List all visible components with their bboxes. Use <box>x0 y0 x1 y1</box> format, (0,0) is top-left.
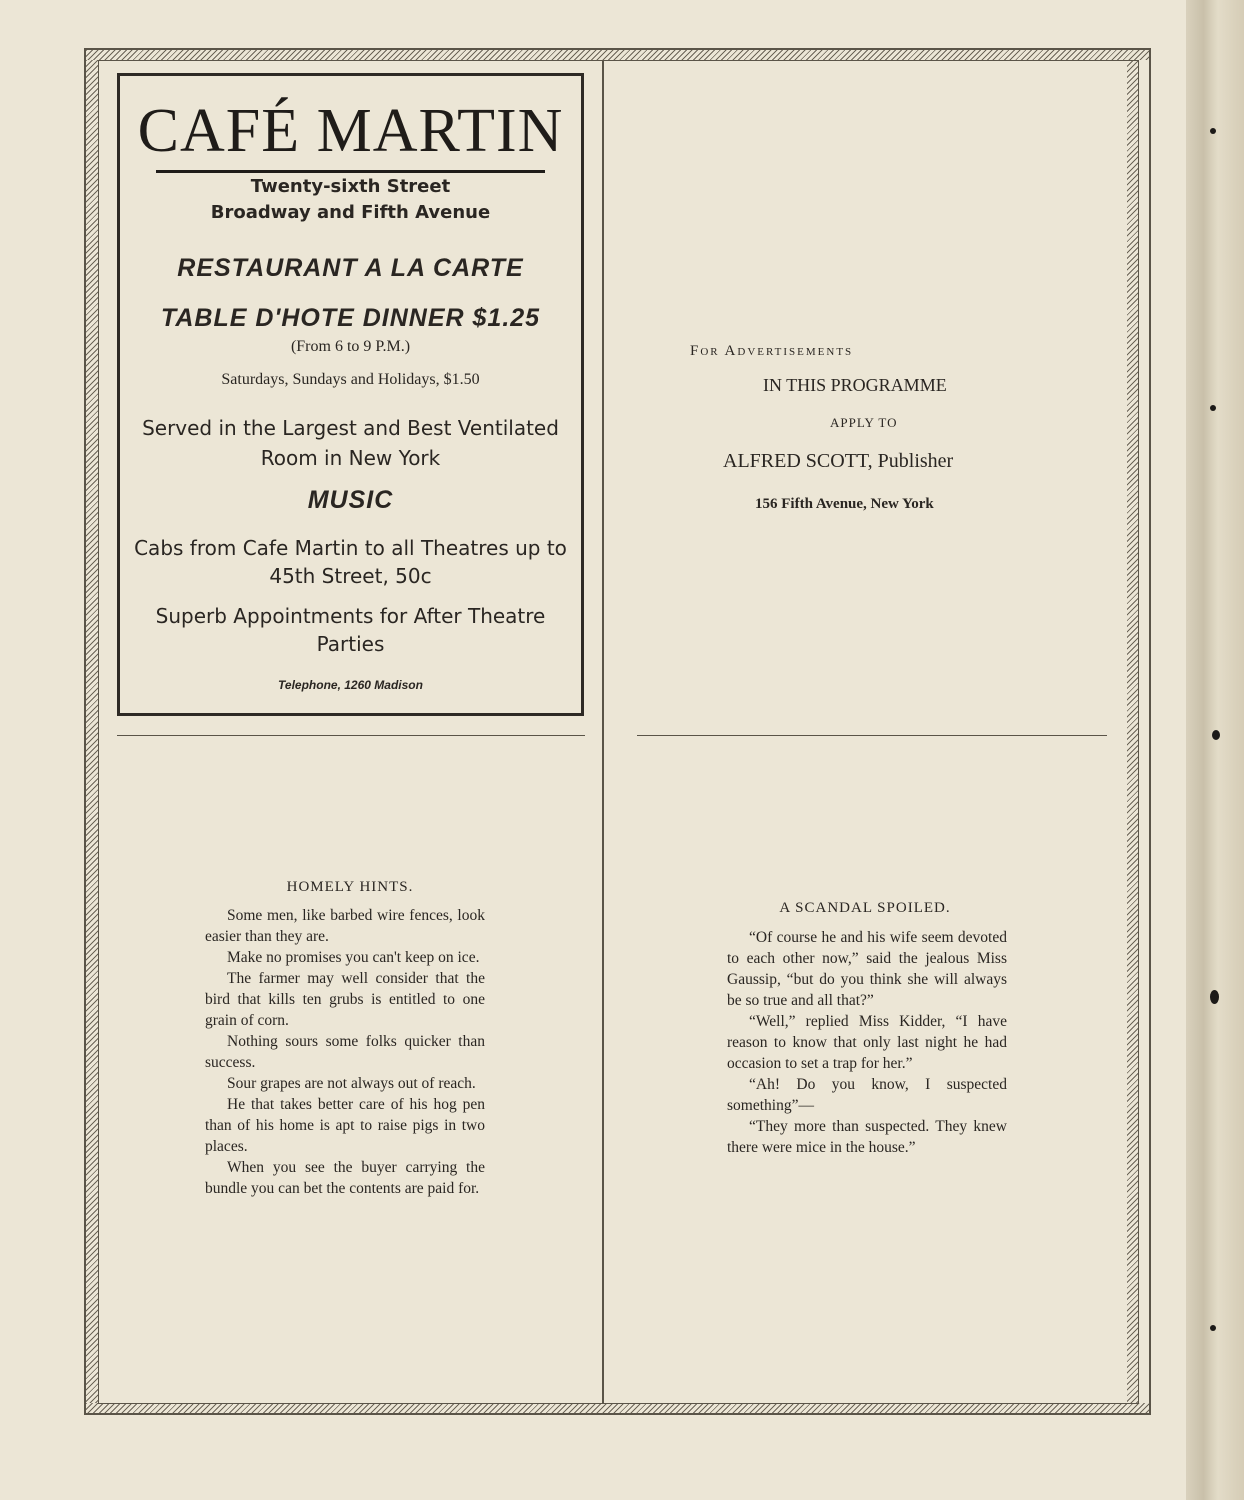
border-hatch-bottom <box>86 1403 1149 1413</box>
ad-weekend: Saturdays, Sundays and Holidays, $1.50 <box>221 371 480 388</box>
scandal-paragraph: “Of course he and his wife seem devoted to each other now,” said the jealous Miss Gaussip, “but do you think she will always be so true and all that?” <box>727 929 1007 1009</box>
ad-title-text: CAFÉ MARTIN <box>137 97 564 165</box>
ad-telephone: Telephone, 1260 Madison <box>278 678 423 692</box>
ad-served-1: Served in the Largest and Best Ventilated <box>142 416 559 440</box>
homely-hints-paragraph: Make no promises you can't keep on ice. <box>227 949 480 966</box>
binding-mark <box>1210 1325 1216 1331</box>
ad-address-1: Twenty-sixth Street <box>250 176 451 197</box>
scandal-paragraph: “Well,” replied Miss Kidder, “I have reason to know that only last night he had occasion to set a trap for her.” <box>727 1013 1007 1072</box>
ad-title-rule <box>156 170 545 173</box>
binding-mark <box>1212 730 1220 740</box>
homely-hints-paragraph: The farmer may well consider that the bird that kills ten grubs is entitled to one grain of corn. <box>205 970 485 1029</box>
homely-hints-paragraph: He that takes better care of his hog pen than of his home is apt to raise pigs in two places. <box>205 1096 485 1155</box>
advert-notice-publisher: ALFRED SCOTT, Publisher <box>723 450 954 472</box>
cafe-martin-ad <box>117 73 584 716</box>
ad-cabs-2: 45th Street, 50c <box>269 564 432 588</box>
homely-hints-paragraph: Nothing sours some folks quicker than success. <box>205 1033 485 1071</box>
ad-served-2: Room in New York <box>260 446 441 470</box>
homely-hints-paragraph: Sour grapes are not always out of reach. <box>227 1075 476 1092</box>
ad-address-2: Broadway and Fifth Avenue <box>210 202 491 223</box>
ad-hours: (From 6 to 9 P.M.) <box>290 338 411 355</box>
scandal-paragraph: “Ah! Do you know, I suspected something”— <box>727 1076 1007 1114</box>
ad-cabs-1: Cabs from Cafe Martin to all Theatres up to <box>134 536 567 560</box>
ad-superb-1: Superb Appointments for After Theatre <box>155 604 546 628</box>
ad-restaurant: RESTAURANT A LA CARTE <box>177 254 524 282</box>
homely-hints-paragraph: When you see the buyer carrying the bundle you can bet the contents are paid for. <box>205 1159 485 1197</box>
border-hatch-top <box>86 50 1149 60</box>
homely-hints-paragraph: Some men, like barbed wire fences, look easier than they are. <box>205 907 485 945</box>
ad-superb-2: Parties <box>316 632 385 656</box>
scandal-spoiled-body <box>727 927 1007 1158</box>
ad-music: MUSIC <box>307 486 394 514</box>
ad-title <box>120 96 581 167</box>
binding-mark <box>1210 990 1219 1004</box>
advert-notice-line3: APPLY TO <box>830 415 898 430</box>
border-hatch-left <box>86 60 98 1403</box>
column-divider <box>602 60 604 1404</box>
homely-hints-body <box>205 905 485 1199</box>
advert-notice-address: 156 Fifth Avenue, New York <box>755 496 934 512</box>
scandal-spoiled-title: A SCANDAL SPOILED. <box>779 900 951 916</box>
scandal-paragraph: “They more than suspected. They knew there were mice in the house.” <box>727 1118 1007 1156</box>
binding-mark <box>1210 128 1216 134</box>
advert-notice-line2: IN THIS PROGRAMME <box>763 375 947 395</box>
section-rule-right <box>637 735 1107 736</box>
binding-mark <box>1210 405 1216 411</box>
homely-hints-title: HOMELY HINTS. <box>286 879 414 895</box>
binding-spine <box>1186 0 1244 1500</box>
ad-table-dhote: TABLE D'HOTE DINNER $1.25 <box>160 304 541 332</box>
section-rule-left <box>117 735 585 736</box>
advert-notice-line1: For Advertisements <box>690 343 854 359</box>
